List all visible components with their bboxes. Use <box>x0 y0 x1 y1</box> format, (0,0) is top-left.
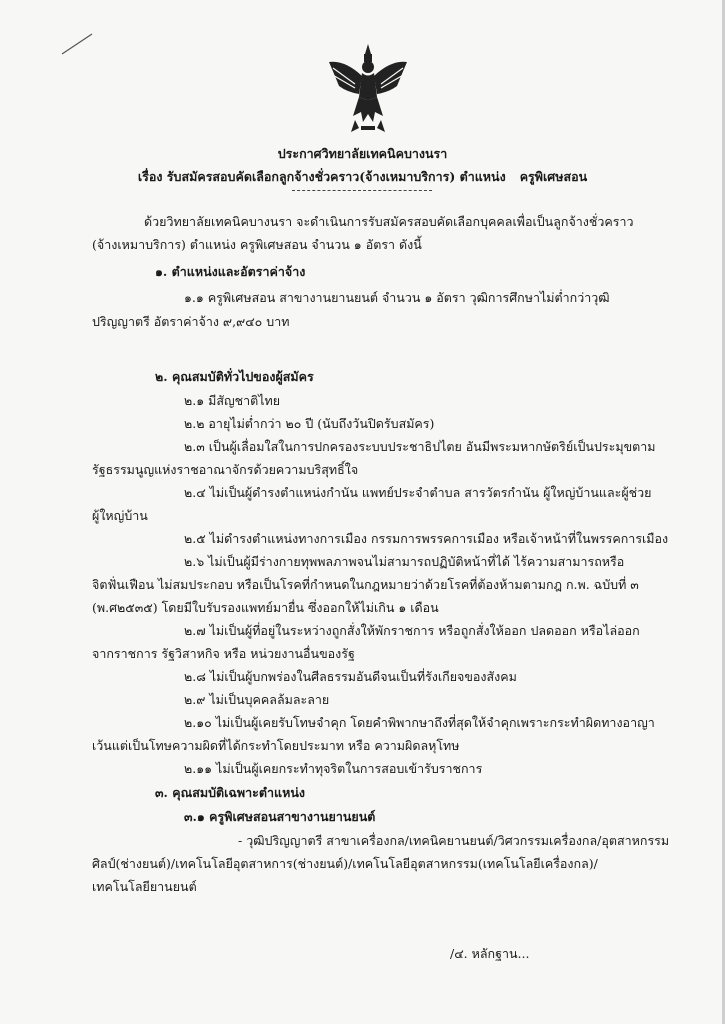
garuda-emblem-icon <box>325 42 411 138</box>
section-2-item-3-line-1: ๒.๓ เป็นผู้เลื่อมใสในการปกครองระบบประชาธิปไตย อันมีพระมหากษัตริย์เป็นประมุขตาม <box>184 439 656 454</box>
section-2-item-6-line-1: ๒.๖ ไม่เป็นผู้มีร่างกายทุพพลภาพจนไม่สามารถปฏิบัติหน้าที่ได้ ไร้ความสามารถหรือ <box>184 554 625 569</box>
section-3-qualification-line-2: ศิลป์(ช่างยนต์)/เทคโนโลยีอุตสาหการ(ช่างยนต์)/เทคโนโลยีอุตสาหกรรม(เทคโนโลยีเครื่องกล)/ <box>92 856 598 871</box>
section-1-item-1-line-2: ปริญญาตรี อัตราค่าจ้าง ๙,๙๔๐ บาท <box>92 314 290 329</box>
section-2-heading: ๒. คุณสมบัติทั่วไปของผู้สมัคร <box>155 369 314 384</box>
title-separator <box>292 190 432 191</box>
section-2-item-4-line-1: ๒.๔ ไม่เป็นผู้ดำรงตำแหน่งกำนัน แพทย์ประจำตำบล สารวัตรกำนัน ผู้ใหญ่บ้านและผู้ช่วย <box>184 485 652 500</box>
section-3-qualification-line-3: เทคโนโลยียานยนต์ <box>92 879 197 894</box>
intro-line-1: ด้วยวิทยาลัยเทคนิคบางนรา จะดำเนินการรับสมัครสอบคัดเลือกบุคคลเพื่อเป็นลูกจ้างชั่วคราว <box>144 214 634 229</box>
section-2-item-3-line-2: รัฐธรรมนูญแห่งราชอาณาจักรด้วยความบริสุทธิ์ใจ <box>92 462 359 477</box>
section-2-item-6-line-3: (พ.ศ๒๕๓๕) โดยมีใบรับรองแพทย์มายื่น ซึ่งออกให้ไม่เกิน ๑ เดือน <box>92 600 439 615</box>
intro-line-2: (จ้างเหมาบริการ) ตำแหน่ง ครูพิเศษสอน จำนวน ๑ อัตรา ดังนี้ <box>92 237 422 252</box>
section-2-item-11: ๒.๑๑ ไม่เป็นผู้เคยกระทำทุจริตในการสอบเข้ารับราชการ <box>184 761 483 776</box>
section-2-item-6-line-2: จิตฟั่นเฟือน ไม่สมประกอบ หรือเป็นโรคที่กำหนดในกฎหมายว่าด้วยโรคที่ต้องห้ามตามกฎ ก.พ. ฉบับที่ ๓ <box>92 577 639 592</box>
subject-text: ครูพิเศษสอน <box>519 169 588 184</box>
section-3-heading: ๓. คุณสมบัติเฉพาะตำแหน่ง <box>155 785 305 800</box>
section-2-item-10-line-1: ๒.๑๐ ไม่เป็นผู้เคยรับโทษจำคุก โดยคำพิพากษาถึงที่สุดให้จำคุกเพราะกระทำผิดทางอาญา <box>184 715 655 730</box>
page-title: ประกาศวิทยาลัยเทคนิคบางนรา <box>277 146 448 161</box>
section-2-item-4-line-2: ผู้ใหญ่บ้าน <box>92 508 148 523</box>
section-2-item-9: ๒.๙ ไม่เป็นบุคคลล้มละลาย <box>184 692 330 707</box>
pen-mark-decoration <box>60 32 94 56</box>
section-2-item-8: ๒.๘ ไม่เป็นผู้บกพร่องในศีลธรรมอันดีจนเป็นที่รังเกียจของสังคม <box>184 669 517 684</box>
section-3-subheading: ๓.๑ ครูพิเศษสอนสาขางานยานยนต์ <box>184 809 376 824</box>
section-2-item-5: ๒.๕ ไม่ดำรงตำแหน่งทางการเมือง กรรมการพรรคการเมือง หรือเจ้าหน้าที่ในพรรคการเมือง <box>184 531 669 546</box>
continued-marker: /๔. หลักฐาน... <box>450 946 530 961</box>
section-2-item-10-line-2: เว้นแต่เป็นโทษความผิดที่ได้กระทำโดยประมาท หรือ ความผิดลหุโทษ <box>92 738 460 753</box>
section-2-item-7-line-1: ๒.๗ ไม่เป็นผู้ที่อยู่ในระหว่างถูกสั่งให้พักราชการ หรือถูกสั่งให้ออก ปลดออก หรือไล่ออก <box>184 623 640 638</box>
section-3-qualification-line-1: - วุฒิปริญญาตรี สาขาเครื่องกล/เทคนิคยานยนต์/วิศวกรรมเครื่องกล/อุตสาหกรรม <box>238 833 670 848</box>
section-2-item-7-line-2: จากราชการ รัฐวิสาหกิจ หรือ หน่วยงานอื่นของรัฐ <box>92 646 355 661</box>
section-2-item-2: ๒.๒ อายุไม่ต่ำกว่า ๒๐ ปี (นับถึงวันปิดรับสมัคร) <box>184 416 435 431</box>
announcement-subject <box>0 167 725 187</box>
section-1-item-1-line-1: ๑.๑ ครูพิเศษสอน สาขางานยานยนต์ จำนวน ๑ อัตรา วุฒิการศึกษาไม่ต่ำกว่าวุฒิ <box>184 290 610 305</box>
subject-label: เรื่อง รับสมัครสอบคัดเลือกลูกจ้างชั่วคราว(จ้างเหมาบริการ) ตำแหน่ง <box>137 169 506 184</box>
section-1-heading: ๑. ตำแหน่งและอัตราค่าจ้าง <box>155 264 306 279</box>
section-2-item-1: ๒.๑ มีสัญชาติไทย <box>184 393 281 408</box>
